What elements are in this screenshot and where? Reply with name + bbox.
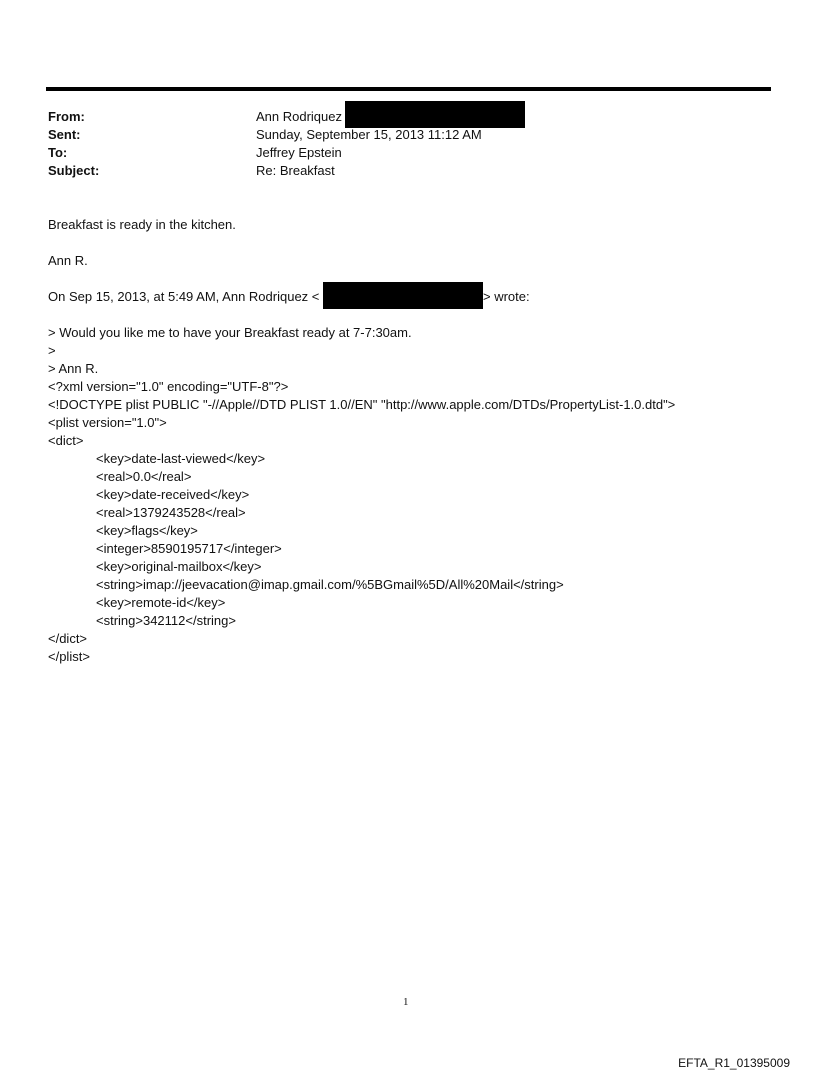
plist-line: <!DOCTYPE plist PUBLIC "-//Apple//DTD PLIST 1.0//EN" "http://www.apple.com/DTDs/PropertyList-1.0.dtd"> [48,397,676,412]
plist-dict-line: <key>original-mailbox</key> [96,559,262,574]
to-value: Jeffrey Epstein [256,145,342,160]
plist-dict-line: <string>342112</string> [96,613,236,628]
sent-label: Sent: [48,127,81,142]
plist-dict-line: <key>date-received</key> [96,487,250,502]
plist-dict-line: <real>0.0</real> [96,469,192,484]
header-rule [46,87,771,91]
quoted-line: > Would you like me to have your Breakfast ready at 7-7:30am. [48,325,412,340]
to-label: To: [48,145,68,160]
plist-dict-line: <string>imap://jeevacation@imap.gmail.com/%5BGmail%5D/All%20Mail</string> [96,577,564,592]
plist-line: <?xml version="1.0" encoding="UTF-8"?> [48,379,289,394]
subject-label: Subject: [48,163,100,178]
redaction-box [345,101,525,128]
plist-line: </plist> [48,649,90,664]
plist-line: <dict> [48,433,84,448]
signature: Ann R. [48,253,88,268]
redaction-box [323,282,483,309]
sent-value: Sunday, September 15, 2013 11:12 AM [256,127,482,142]
subject-value: Re: Breakfast [256,163,335,178]
quoted-line: > Ann R. [48,361,99,376]
document-id: EFTA_R1_01395009 [678,1056,790,1070]
message-line: Breakfast is ready in the kitchen. [48,217,236,232]
page-number: 1 [403,996,409,1008]
quote-intro-end: > wrote: [483,289,530,304]
quoted-line: > [48,343,56,358]
plist-dict-line: <key>remote-id</key> [96,595,226,610]
plist-dict-line: <real>1379243528</real> [96,505,246,520]
plist-line: <plist version="1.0"> [48,415,167,430]
plist-dict-line: <key>date-last-viewed</key> [96,451,266,466]
plist-dict-line: <key>flags</key> [96,523,198,538]
quote-intro-start: On Sep 15, 2013, at 5:49 AM, Ann Rodriquez < [48,289,320,304]
plist-line: </dict> [48,631,88,646]
plist-dict-line: <integer>8590195717</integer> [96,541,282,556]
from-label: From: [48,109,85,124]
from-value: Ann Rodriquez [256,109,342,124]
